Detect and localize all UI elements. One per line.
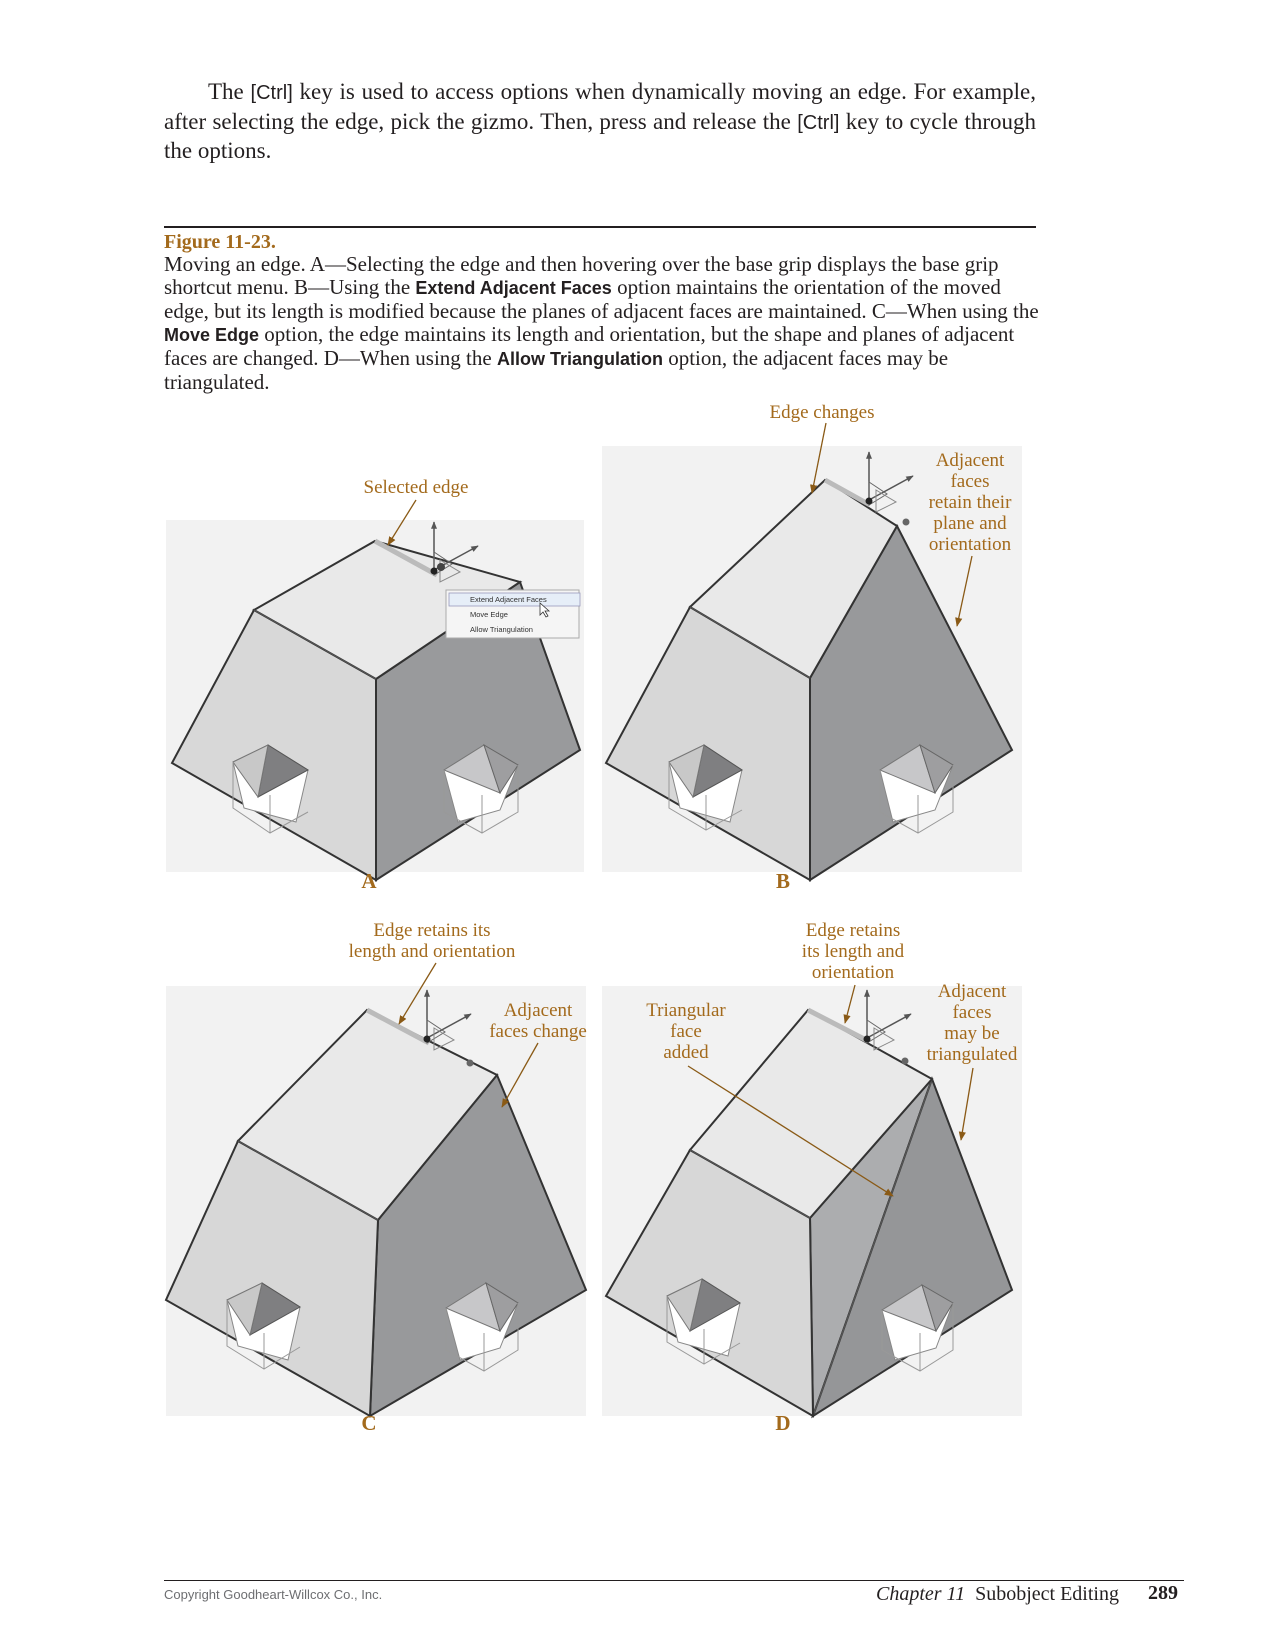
callout-selected-edge: Selected edge <box>363 477 469 498</box>
menu-item-allow-triangulation[interactable]: Allow Triangulation <box>470 625 533 634</box>
svg-text:may be: may be <box>944 1023 1000 1044</box>
svg-text:Adjacent: Adjacent <box>503 1000 573 1021</box>
page-number: 289 <box>1148 1582 1178 1604</box>
panel-letter-b: B <box>775 869 791 893</box>
callout-edge-retains-d <box>802 920 905 983</box>
svg-text:faces change: faces change <box>489 1021 587 1042</box>
ctrl-key-label: [Ctrl] <box>797 111 840 134</box>
menu-item-extend-adjacent-faces[interactable]: Extend Adjacent Faces <box>470 595 547 604</box>
footer-rule <box>164 1580 1184 1581</box>
figure-caption: Moving an edge. A—Selecting the edge and then hovering over the base grip displays the base grip shortcut menu. B—Using the Extend Adjacent Faces option maintains the orientation of the moved edge, but its length is modified because the planes of adjacent faces are maintained. C—When using the Move Edge option, the edge maintains its length and orientation, but the shape and planes of adjacent faces are changed. D—When using the Allow Triangulation option, the adjacent faces may be triangulated. <box>164 252 1039 394</box>
svg-text:Adjacent: Adjacent <box>935 450 1005 471</box>
svg-text:its length and: its length and <box>801 941 905 962</box>
svg-text:retain their: retain their <box>928 492 1012 513</box>
callout-edge-retains <box>349 920 516 962</box>
svg-text:plane and: plane and <box>933 513 1007 534</box>
chapter-running-head: Chapter 11 Subobject Editing <box>876 1583 1119 1605</box>
panel-letter-a: A <box>361 869 377 893</box>
callout-adjacent-change <box>489 1000 587 1042</box>
svg-text:triangulated: triangulated <box>926 1044 1018 1065</box>
svg-text:orientation: orientation <box>811 962 895 983</box>
menu-item-move-edge[interactable]: Move Edge <box>470 610 508 619</box>
callout-adjacent-retain <box>929 450 1012 555</box>
figure-label: Figure 11-23. <box>164 231 276 253</box>
svg-text:Adjacent: Adjacent <box>937 981 1007 1002</box>
svg-text:face: face <box>670 1021 702 1042</box>
svg-text:orientation: orientation <box>928 534 1012 555</box>
ctrl-key-label: [Ctrl] <box>250 82 293 104</box>
svg-text:length and orientation: length and orientation <box>348 941 516 962</box>
svg-text:Edge retains: Edge retains <box>805 920 901 941</box>
svg-text:faces: faces <box>952 1002 992 1023</box>
base-grip-shortcut-menu[interactable] <box>446 590 580 638</box>
copyright: Copyright Goodheart-Willcox Co., Inc. <box>164 1587 383 1602</box>
panel-c <box>166 920 587 1435</box>
panel-letter-c: C <box>361 1411 377 1435</box>
svg-text:faces: faces <box>950 471 990 492</box>
callout-edge-changes: Edge changes <box>769 402 875 423</box>
panel-letter-d: D <box>775 1411 791 1435</box>
svg-text:added: added <box>663 1042 709 1063</box>
svg-text:Triangular: Triangular <box>646 1000 726 1021</box>
panel-b <box>602 402 1022 893</box>
intro-paragraph: The [Ctrl] key is used to access options when dynamically moving an edge. For example, after selecting the edge, pick the gizmo. Then, press and release the [Ctrl] key to cycle through the options. <box>164 79 1036 163</box>
panel-a <box>166 477 584 893</box>
panel-d <box>602 920 1022 1435</box>
svg-text:Edge retains its: Edge retains its <box>373 920 491 941</box>
